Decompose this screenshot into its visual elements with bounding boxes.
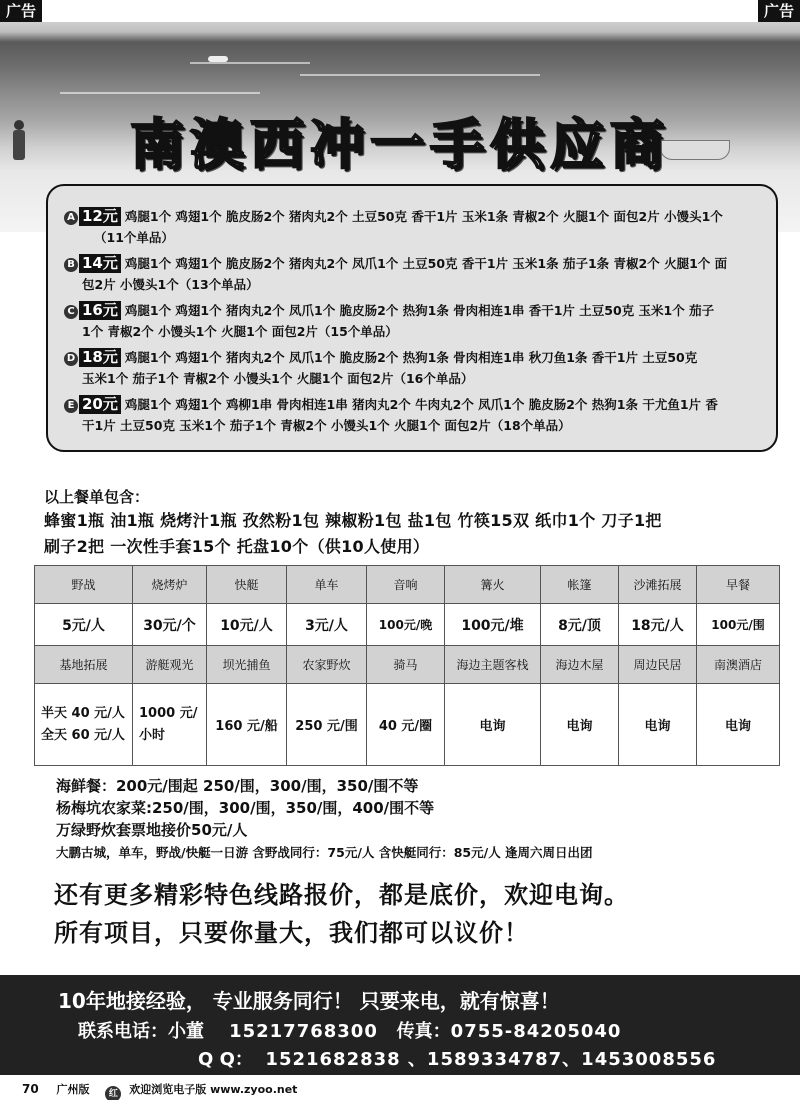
package-letter: C <box>64 305 78 319</box>
table-header-cell: 骑马 <box>367 646 445 684</box>
table-header-cell: 周边民居 <box>619 646 697 684</box>
qq-label: Q Q： <box>198 1049 253 1070</box>
table-price-cell: 半天 40 元/人 全天 60 元/人 <box>35 684 133 766</box>
table-price-cell: 250 元/围 <box>287 684 367 766</box>
package-price: 12元 <box>79 207 121 226</box>
package-price: 18元 <box>79 348 121 367</box>
website-link[interactable]: 欢迎浏览电子版 www.zyoo.net <box>129 1083 298 1096</box>
table-price-cell: 100元/围 <box>697 604 780 646</box>
table-price-cell: 电询 <box>697 684 780 766</box>
ad-tag-right: 广告 <box>758 0 800 22</box>
package-items-cont: 玉米1个 茄子1个 青椒2个 小馒头1个 火腿1个 面包2片（16个单品） <box>82 371 474 386</box>
seafood-offer: 海鲜餐：200元/围起 250/围，300/围，350/围不等 <box>56 777 419 795</box>
table-price-cell: 3元/人 <box>287 604 367 646</box>
bbq-package-menu <box>46 184 778 452</box>
table-header-cell: 游艇观光 <box>133 646 207 684</box>
table-header-cell: 南澳酒店 <box>697 646 780 684</box>
table-header-cell: 海边木屋 <box>541 646 619 684</box>
table-price-cell: 18元/人 <box>619 604 697 646</box>
table-header-cell: 音响 <box>367 566 445 604</box>
slogan-line: 还有更多精彩特色线路报价，都是底价，欢迎电询。 <box>54 881 629 909</box>
package-items-cont: 包2片 小馒头1个（13个单品） <box>82 277 259 292</box>
package-a <box>64 206 760 248</box>
table-header-cell: 烧烤炉 <box>133 566 207 604</box>
table-row <box>35 604 780 646</box>
package-letter: D <box>64 352 78 366</box>
day-tour-offer: 大鹏古城，单车，野战/快艇一日游 含野战同行：75元/人 含快艇同行：85元/人 逢周六周日出团 <box>56 845 593 860</box>
package-letter: B <box>64 258 78 272</box>
package-price: 16元 <box>79 301 121 320</box>
table-header-cell: 农家野炊 <box>287 646 367 684</box>
phone-number[interactable]: 15217768300 <box>229 1021 378 1042</box>
fax-number: 0755-84205040 <box>450 1021 622 1042</box>
publisher-logo-icon: 红 <box>105 1086 121 1100</box>
table-price-cell: 电询 <box>541 684 619 766</box>
includes-title: 以上餐单包含： <box>44 488 150 506</box>
package-includes <box>44 486 794 560</box>
extra-offers <box>56 775 593 865</box>
table-header-cell: 野战 <box>35 566 133 604</box>
table-price-cell: 160 元/船 <box>207 684 287 766</box>
package-price: 14元 <box>79 254 121 273</box>
includes-line: 刷子2把 一次性手套15个 托盘10个（供10人使用） <box>44 537 430 556</box>
package-d <box>64 347 760 389</box>
contact-label: 联系电话：小董 <box>78 1021 204 1042</box>
page-footer <box>22 1081 297 1100</box>
qq-numbers: 1521682838 、1589334787、1453008556 <box>265 1049 717 1070</box>
table-price-cell: 1000 元/ 小时 <box>133 684 207 766</box>
table-header-cell: 单车 <box>287 566 367 604</box>
table-price-cell: 电询 <box>445 684 541 766</box>
table-header-cell: 快艇 <box>207 566 287 604</box>
slogan <box>54 876 629 952</box>
table-header-cell: 沙滩拓展 <box>619 566 697 604</box>
table-header-cell: 早餐 <box>697 566 780 604</box>
table-header-cell: 坝光捕鱼 <box>207 646 287 684</box>
package-b <box>64 253 760 295</box>
contact-line <box>78 1017 621 1043</box>
table-price-cell: 100元/晚 <box>367 604 445 646</box>
table-row <box>35 684 780 766</box>
table-header-cell: 海边主题客栈 <box>445 646 541 684</box>
table-price-cell: 5元/人 <box>35 604 133 646</box>
package-c <box>64 300 760 342</box>
activity-price-table <box>34 565 780 766</box>
table-price-cell: 40 元/圈 <box>367 684 445 766</box>
wild-cooking-offer: 万绿野炊套票地接价50元/人 <box>56 821 248 839</box>
edition-label: 广州版 <box>56 1083 90 1096</box>
package-letter: E <box>64 399 78 413</box>
table-row <box>35 566 780 604</box>
package-items: 鸡腿1个 鸡翅1个 猪肉丸2个 凤爪1个 脆皮肠2个 热狗1条 骨肉相连1串 秋刀鱼1条 香干1片 土豆50克 <box>124 350 698 365</box>
table-row <box>35 646 780 684</box>
table-price-cell: 电询 <box>619 684 697 766</box>
table-price-cell: 30元/个 <box>133 604 207 646</box>
page-number: 70 <box>22 1082 39 1096</box>
package-letter: A <box>64 211 78 225</box>
ad-tag-left: 广告 <box>0 0 42 22</box>
package-e <box>64 394 760 436</box>
table-price-cell: 8元/顶 <box>541 604 619 646</box>
hero-title: 南澳西冲一手供应商 <box>130 113 670 176</box>
contact-footer <box>0 975 800 1075</box>
jetski-shape <box>208 56 228 62</box>
table-header-cell: 帐篷 <box>541 566 619 604</box>
footer-tagline: 10年地接经验， 专业服务同行！ 只要来电，就有惊喜！ <box>58 989 560 1013</box>
includes-line: 蜂蜜1瓶 油1瓶 烧烤汁1瓶 孜然粉1包 辣椒粉1包 盐1包 竹筷15双 纸巾1个 刀子1把 <box>44 511 662 530</box>
qq-line <box>198 1045 716 1071</box>
farm-offer: 杨梅坑农家菜:250/围，300/围，350/围，400/围不等 <box>56 799 435 817</box>
table-header-cell: 基地拓展 <box>35 646 133 684</box>
package-items: 鸡腿1个 鸡翅1个 鸡柳1串 骨肉相连1串 猪肉丸2个 牛肉丸2个 凤爪1个 脆皮肠2个 热狗1条 干尤鱼1片 香 <box>124 397 718 412</box>
table-header-cell: 篝火 <box>445 566 541 604</box>
fax-label: 传真： <box>396 1021 451 1042</box>
table-price-cell: 10元/人 <box>207 604 287 646</box>
package-items: 鸡腿1个 鸡翅1个 脆皮肠2个 猪肉丸2个 土豆50克 香干1片 玉米1条 青椒2个 火腿1个 面包2片 小馒头1个 <box>124 209 723 224</box>
table-price-cell: 100元/堆 <box>445 604 541 646</box>
package-items-cont: 1个 青椒2个 小馒头1个 火腿1个 面包2片（15个单品） <box>82 324 398 339</box>
package-items: 鸡腿1个 鸡翅1个 猪肉丸2个 凤爪1个 脆皮肠2个 热狗1条 骨肉相连1串 香干1片 土豆50克 玉米1个 茄子 <box>124 303 715 318</box>
package-price: 20元 <box>79 395 121 414</box>
package-items: 鸡腿1个 鸡翅1个 脆皮肠2个 猪肉丸2个 凤爪1个 土豆50克 香干1片 玉米1条 茄子1条 青椒2个 火腿1个 面 <box>124 256 728 271</box>
slogan-line: 所有项目，只要你量大，我们都可以议价！ <box>54 919 529 947</box>
package-items-cont: （11个单品） <box>94 230 174 245</box>
package-items-cont: 干1片 土豆50克 玉米1个 茄子1个 青椒2个 小馒头1个 火腿1个 面包2片（18个单品） <box>82 418 571 433</box>
